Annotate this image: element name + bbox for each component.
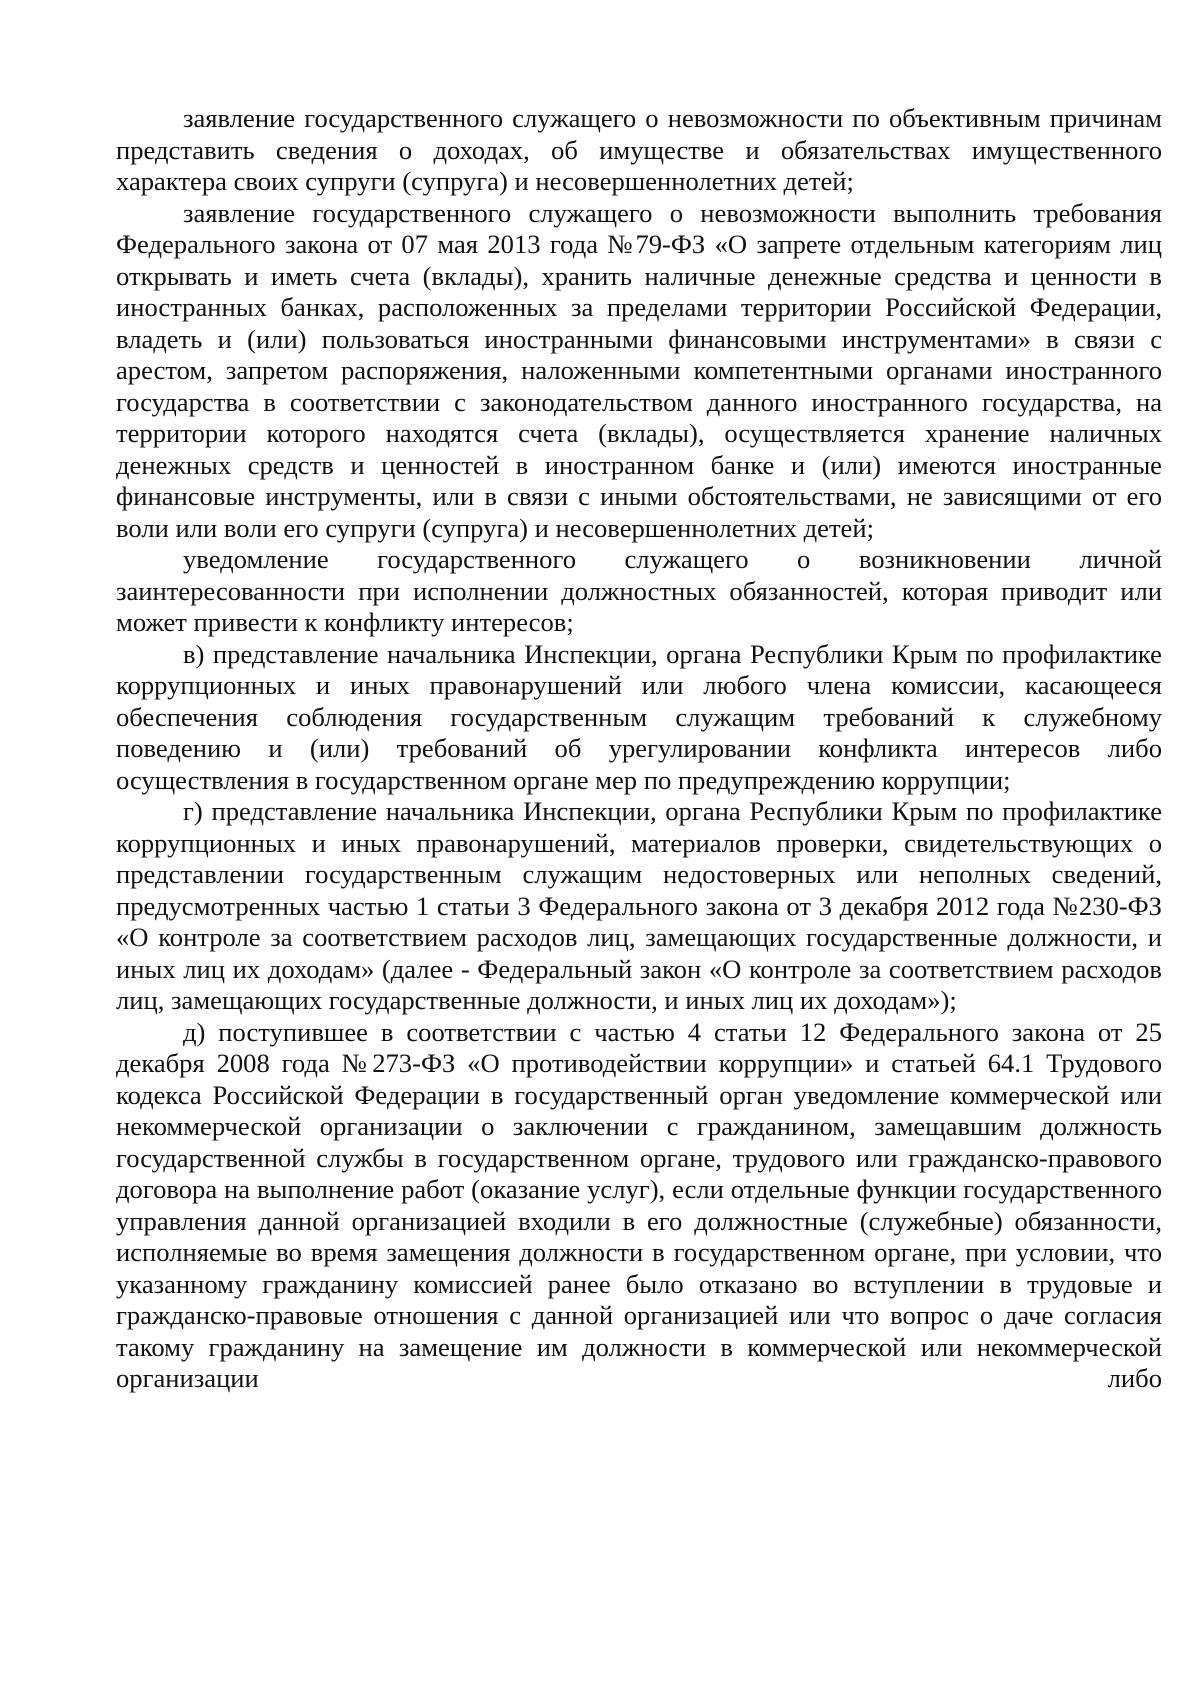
document-body	[116, 103, 1162, 1395]
paragraph-item-d: д) поступившее в соответствии с частью 4 статьи 12 Федерального закона от 25 декабря 2008 года №273-ФЗ «О противодействии коррупции» и статьей 64.1 Трудового кодекса Российской Федерации в государственный орган уведомление коммерческой или некоммерческой организации о заключении с гражданином, замещавшим должность государственной службы в государственном органе, трудового или гражданско-правового договора на выполнение работ (оказание услуг), если отдельные функции государственного управления данной организацией входили в его должностные (служебные) обязанности, исполняемые во время замещения должности в государственном органе, при условии, что указанному гражданину комиссией ранее было отказано во вступлении в трудовые и гражданско-правовые отношения с данной организацией или что вопрос о даче согласия такому гражданину на замещение им должности в коммерческой или некоммерческой организации либо	[116, 1016, 1162, 1393]
paragraph-foreign-accounts-statement: заявление государственного служащего о невозможности выполнить требования Федерального закона от 07 мая 2013 года №79-ФЗ «О запрете отдельным категориям лиц открывать и иметь счета (вклады), хранить наличные денежные средства и ценности в иностранных банках, расположенных за пределами территории Российской Федерации, владеть и (или) пользоваться иностранными финансовыми инструментами» в связи с арестом, запретом распоряжения, наложенными компетентными органами иностранного государства в соответствии с законодательством данного иностранного государства, на территории которого находятся счета (вклады), осуществляется хранение наличных денежных средств и ценностей в иностранном банке и (или) имеются иностранные финансовые инструменты, или в связи с иными обстоятельствами, не зависящими от его воли или воли его супруги (супруга) и несовершеннолетних детей;	[116, 197, 1162, 543]
paragraph-item-g: г) представление начальника Инспекции, органа Республики Крым по профилактике коррупционных и иных правонарушений, материалов проверки, свидетельствующих о представлении государственным служащим недостоверных или неполных сведений, предусмотренных частью 1 статьи 3 Федерального закона от 3 декабря 2012 года №230-ФЗ «О контроле за соответствием расходов лиц, замещающих государственные должности, и иных лиц их доходам» (далее - Федеральный закон «О контроле за соответствием расходов лиц, замещающих государственные должности, и иных лиц их доходам»);	[116, 796, 1162, 1015]
paragraph-item-v: в) представление начальника Инспекции, органа Республики Крым по профилактике коррупционных и иных правонарушений или любого члена комиссии, касающееся обеспечения соблюдения государственным служащим требований к служебному поведению и (или) требований об урегулировании конфликта интересов либо осуществления в государственном органе мер по предупреждению коррупции;	[116, 638, 1162, 795]
paragraph-conflict-notice: уведомление государственного служащего о возникновении личной заинтересованности при исполнении должностных обязанностей, которая приводит или может привести к конфликту интересов;	[116, 544, 1162, 637]
paragraph-income-statement: заявление государственного служащего о невозможности по объективным причинам представить сведения о доходах, об имуществе и обязательствах имущественного характера своих супруги (супруга) и несовершеннолетних детей;	[116, 103, 1162, 196]
